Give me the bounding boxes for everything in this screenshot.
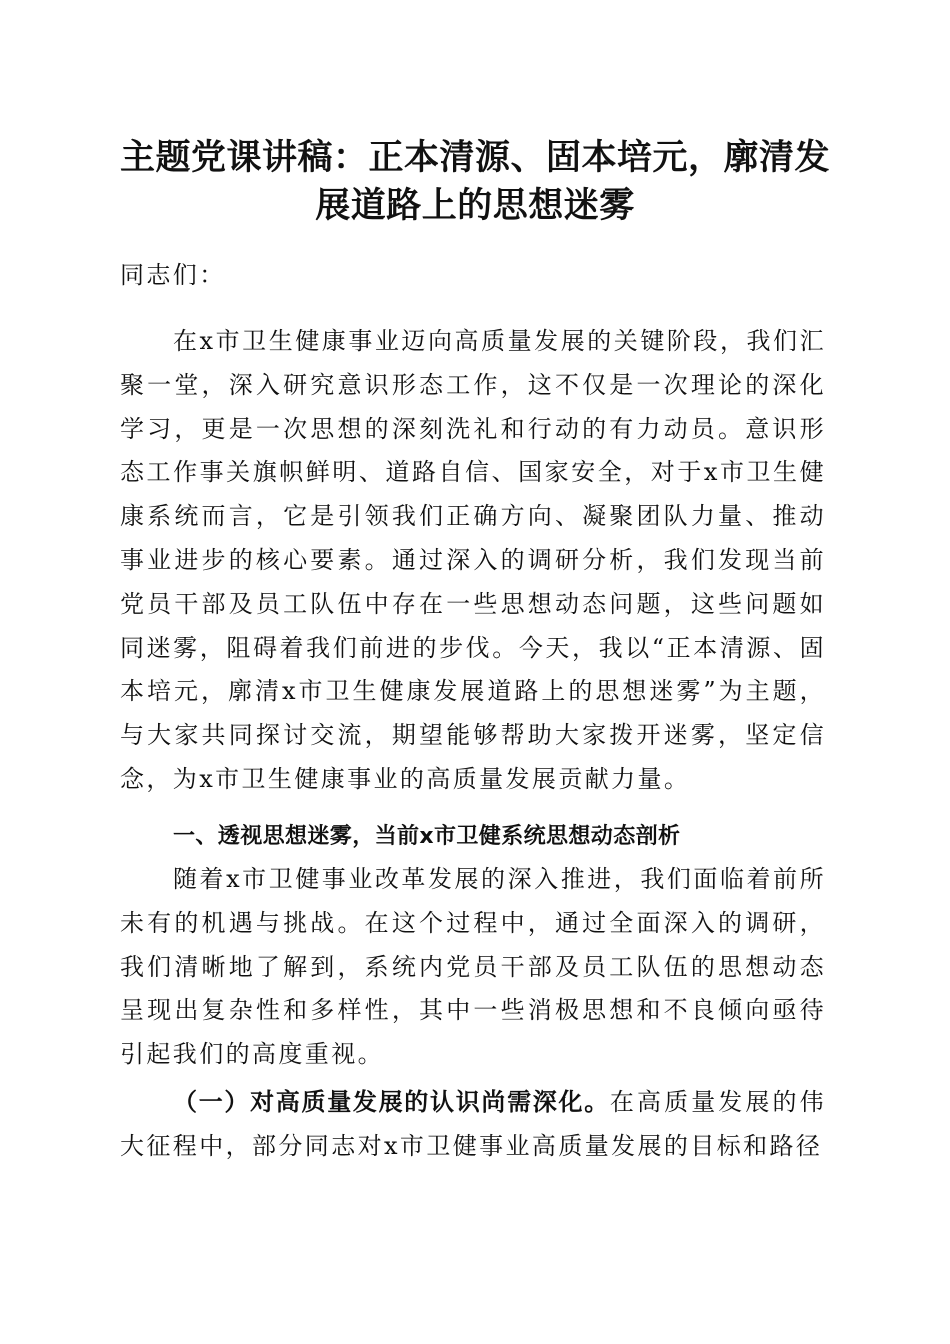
subsection-1-paragraph bbox=[120, 1080, 826, 1169]
document-title bbox=[110, 134, 840, 230]
section-heading-1: 一、透视思想迷雾，当前x市卫健系统思想动态剖析 bbox=[173, 824, 681, 849]
section-1-paragraph: 随着x市卫健事业改革发展的深入推进，我们面临着前所未有的机遇与挑战。在这个过程中，通过全面深入的调研，我们清晰地了解到，系统内党员干部及员工队伍的思想动态呈现出复杂性和多样性，其中一些消极思想和不良倾向亟待引起我们的高度重视。 bbox=[120, 865, 826, 1069]
title-line-1: 主题党课讲稿：正本清源、固本培元，廓清发 bbox=[119, 137, 830, 178]
subsection-1-text: 在高质量发展的伟大征程中，部分同志对x市卫健事业高质量发展的目标和路径 bbox=[120, 1088, 827, 1160]
salutation: 同志们： bbox=[120, 261, 226, 289]
intro-paragraph: 在x市卫生健康事业迈向高质量发展的关键阶段，我们汇聚一堂，深入研究意识形态工作，这不仅是一次理论的深化学习，更是一次思想的深刻洗礼和行动的有力动员。意识形态工作事关旗帜鲜明、道路自信、国家安全，对于x市卫生健康系统而言，它是引领我们正确方向、凝聚团队力量、推动事业进步的核心要素。通过深入的调研分析，我们发现当前党员干部及员工队伍中存在一些思想动态问题，这些问题如同迷雾，阻碍着我们前进的步伐。今天，我以“正本清源、固本培元，廓清x市卫生健康发展道路上的思想迷雾”为主题，与大家共同探讨交流，期望能够帮助大家拨开迷雾，坚定信念，为x市卫生健康事业的高质量发展贡献力量。 bbox=[120, 327, 826, 793]
subsection-1-lead: （一）对高质量发展的认识尚需深化。 bbox=[173, 1087, 610, 1116]
title-line-2: 展道路上的思想迷雾 bbox=[315, 185, 635, 226]
